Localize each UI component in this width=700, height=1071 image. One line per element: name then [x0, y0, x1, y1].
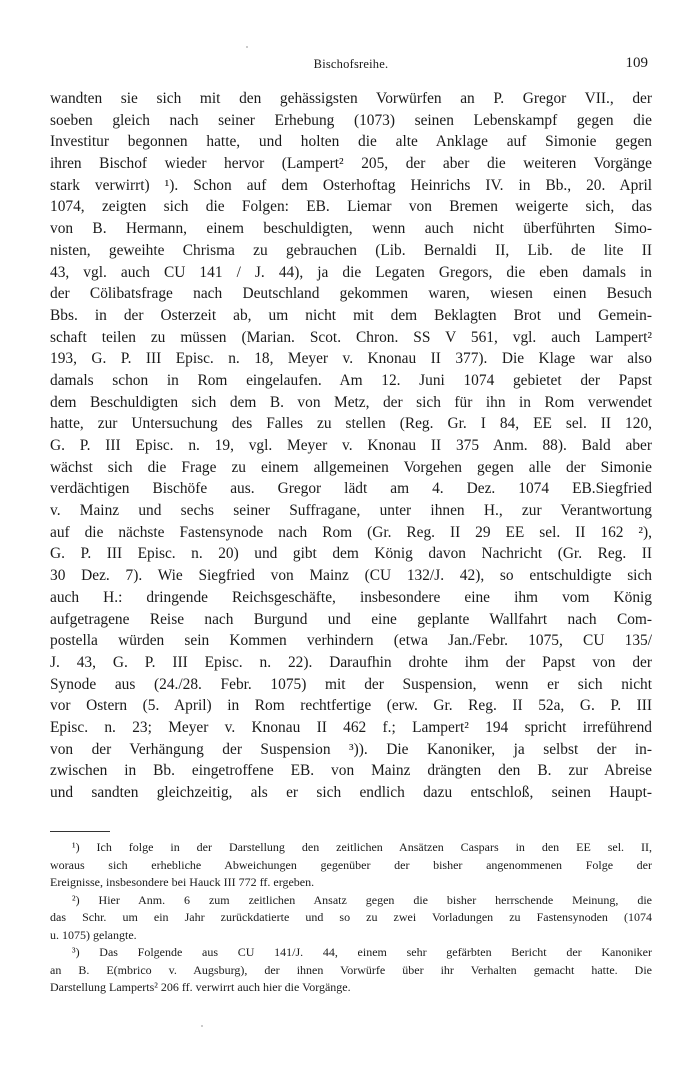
- text-line: von der Verhängung der Suspension ³)). Die Kanoniker, ja selbst der in-: [50, 740, 652, 758]
- text-line: wächst sich die Frage zu einem allgemeinen Vorgehen gegen alle der Simonie: [50, 458, 652, 476]
- text-line: auf die nächste Fastensynode nach Rom (Gr. Reg. II 29 EE sel. II 162 ²),: [50, 523, 652, 541]
- text-line: Bbs. in der Osterzeit ab, um nicht mit dem Beklagten Brot und Gemein-: [50, 306, 652, 324]
- text-line: nisten, geweihte Chrisma zu gebrauchen (Lib. Bernaldi II, Lib. de lite II: [50, 241, 652, 259]
- text-line: Episc. n. 23; Meyer v. Knonau II 462 f.; Lampert² 194 spricht irreführend: [50, 718, 652, 736]
- scan-speck: [246, 46, 248, 48]
- text-line: und sandten gleichzeitig, als er sich endlich dazu entschloß, seinen Haupt-: [50, 784, 652, 801]
- page-number: 109: [625, 55, 648, 71]
- scan-speck: [201, 1025, 203, 1027]
- text-line: G. P. III Episc. n. 20) und gibt dem König davon Nachricht (Gr. Reg. II: [50, 545, 652, 563]
- text-line: aufgetragene Reise nach Burgund und eine geplante Wallfahrt nach Com-: [50, 610, 652, 628]
- footnote-line: ³) Das Folgende aus CU 141/J. 44, einem sehr gefärbten Bericht der Kanoniker: [72, 945, 652, 959]
- text-line: J. 43, G. P. III Episc. n. 22). Daraufhin drohte ihm der Papst von der: [50, 653, 652, 671]
- text-line: 43, vgl. auch CU 141 / J. 44), ja die Legaten Gregors, die eben damals in: [50, 263, 652, 281]
- text-line: zwischen in Bb. eingetroffene EB. von Mainz drängten den B. zur Abreise: [50, 762, 652, 780]
- text-line: vor Ostern (5. April) in Rom rechtfertige (erw. Gr. Reg. II 52a, G. P. III: [50, 697, 652, 715]
- text-line: verdächtigen Bischöfe aus. Gregor lädt am 4. Dez. 1074 EB.Siegfried: [50, 480, 652, 498]
- footnote-line: ²) Hier Anm. 6 zum zeitlichen Ansatz gegen die bisher herrschende Meinung, die: [72, 892, 652, 907]
- running-title: Bischofsreihe.: [313, 57, 389, 71]
- text-line: ihren Bischof wieder hervor (Lampert² 205, der aber die weiteren Vorgänge: [50, 155, 652, 173]
- text-line: auch H.: dringende Reichsgeschäfte, insbesondere eine ihm vom König: [50, 588, 652, 606]
- footnote-line: Darstellung Lamperts² 206 ff. verwirrt auch hier die Vorgänge.: [50, 980, 351, 994]
- text-line: 30 Dez. 7). Wie Siegfried von Mainz (CU 132/J. 42), so entschuldigte sich: [50, 567, 652, 585]
- footnote-rule: [50, 831, 110, 832]
- footnote-line: Ereignisse, insbesondere bei Hauck III 772 ff. ergeben.: [50, 875, 315, 889]
- page-header: [50, 55, 652, 77]
- text-line: der Cölibatsfrage nach Deutschland gekommen waren, wiesen einen Besuch: [50, 285, 652, 303]
- text-line: soeben gleich nach seiner Erhebung (1073) seinen Lebenskampf gegen die: [50, 111, 652, 129]
- text-line: hatte, zur Untersuchung des Falles zu stellen (Reg. Gr. I 84, EE sel. II 120,: [50, 415, 652, 433]
- footnote-line: u. 1075) gelangte.: [50, 927, 137, 942]
- text-line: postella würden sein Kommen verhindern (etwa Jan./Febr. 1075, CU 135/: [50, 632, 652, 650]
- footnote-line: das Schr. um ein Jahr zurückdatierte und so zu zwei Vorladungen zu Fastensynoden (1074: [50, 910, 652, 924]
- footnote-line: an B. E(mbrico v. Augsburg), der ihnen Vorwürfe über ihr Verhalten gemacht hatte. Die: [50, 962, 652, 977]
- text-line: 193, G. P. III Episc. n. 18, Meyer v. Knonau II 377). Die Klage war also: [50, 350, 652, 368]
- text-line: wandten sie sich mit den gehässigsten Vorwürfen an P. Gregor VII., der: [50, 90, 652, 107]
- footnotes: [50, 839, 652, 997]
- text-line: dem Beschuldigten sich dem B. von Metz, der sich für ihn in Rom verwendet: [50, 393, 652, 411]
- body-text: [50, 88, 652, 804]
- footnote-line: woraus sich erhebliche Abweichungen gegenüber der bisher angenommenen Folge der: [50, 857, 652, 872]
- text-line: v. Mainz und sechs seiner Suffragane, unter ihnen H., zur Verantwortung: [50, 502, 652, 520]
- text-line: Investitur begonnen hatte, und holten die alte Anklage auf Simonie gegen: [50, 133, 652, 151]
- text-line: stark verwirrt) ¹). Schon auf dem Osterhoftag Heinrichs IV. in Bb., 20. April: [50, 176, 652, 194]
- text-line: G. P. III Episc. n. 19, vgl. Meyer v. Knonau II 375 Anm. 88). Bald aber: [50, 437, 652, 454]
- text-line: 1074, zeigten sich die Folgen: EB. Liemar von Bremen weigerte sich, das: [50, 198, 652, 216]
- text-line: schaft teilen zu müssen (Marian. Scot. Chron. SS V 561, vgl. auch Lampert²: [50, 328, 652, 346]
- text-line: damals schon in Rom eingelaufen. Am 12. Juni 1074 gebietet der Papst: [50, 371, 652, 389]
- footnote-line: ¹) Ich folge in der Darstellung den zeitlichen Ansätzen Caspars in den EE sel. II,: [72, 840, 652, 854]
- text-line: von B. Hermann, einem beschuldigten, wenn auch nicht überführten Simo-: [50, 220, 652, 238]
- text-line: Synode aus (24./28. Febr. 1075) mit der Suspension, wenn er sich nicht: [50, 675, 652, 693]
